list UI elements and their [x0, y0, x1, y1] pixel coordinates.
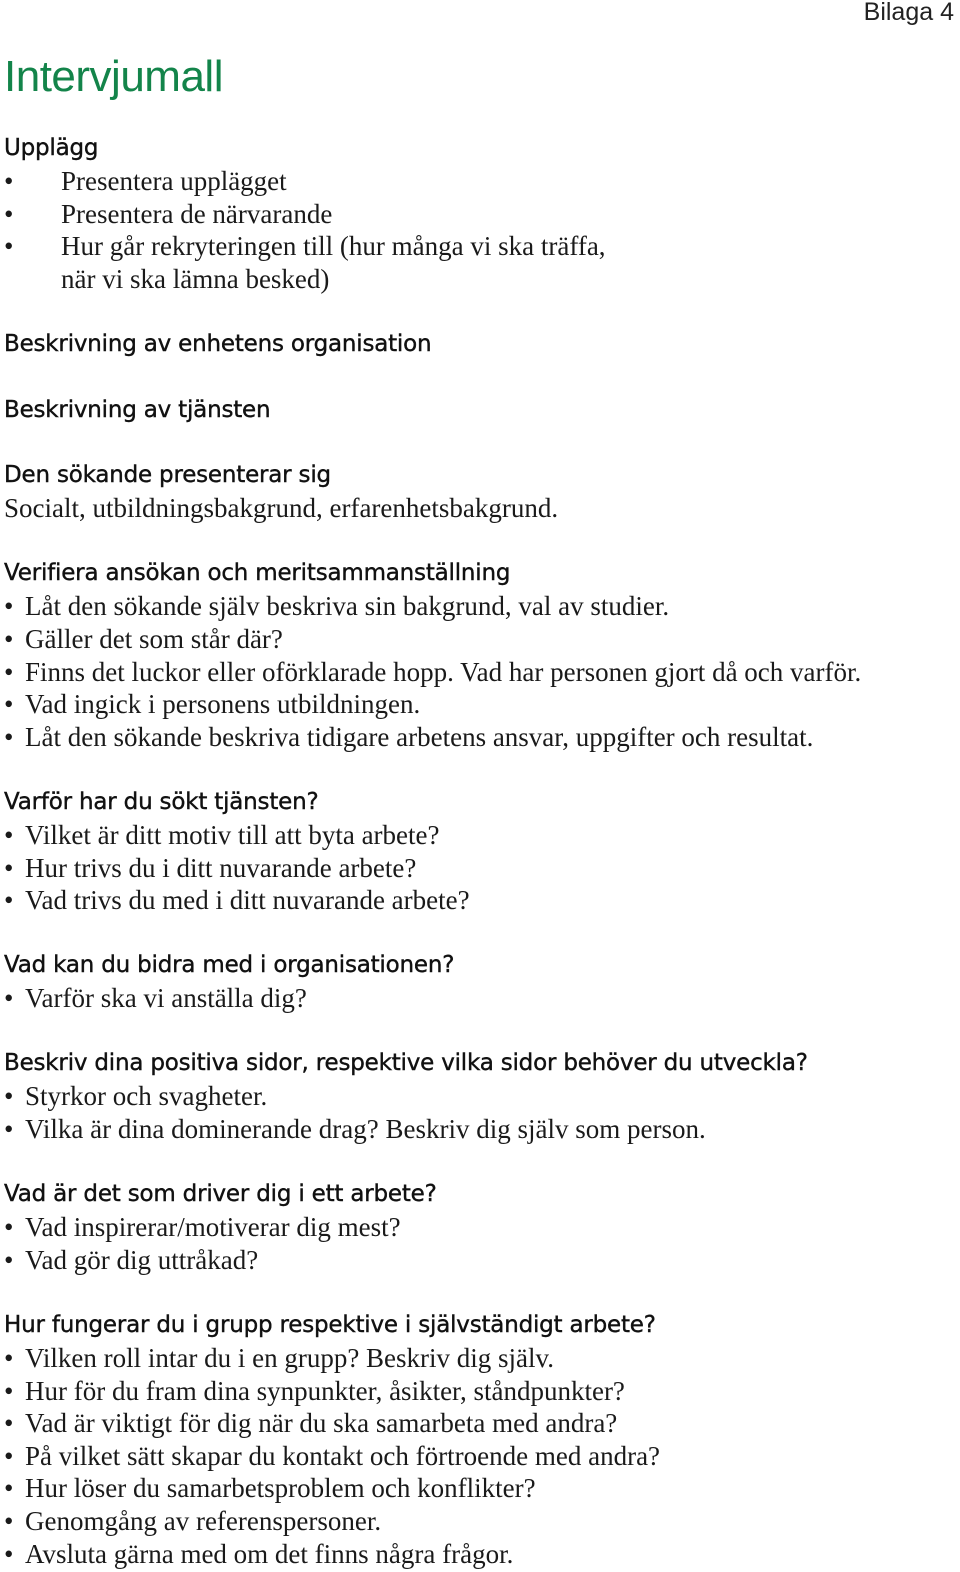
bullet-list — [4, 1211, 960, 1276]
bullet-list — [4, 982, 960, 1015]
bullet-icon: • — [4, 983, 14, 1014]
list-item — [4, 1407, 960, 1440]
bullet-icon: • — [4, 689, 14, 720]
section-text: Socialt, utbildningsbakgrund, erfarenhetsbakgrund. — [4, 493, 559, 524]
section-upplagg — [4, 132, 960, 295]
list-item — [4, 982, 960, 1015]
bullet-icon: • — [4, 852, 14, 883]
list-item — [4, 1505, 960, 1538]
list-item-text: Vilket är ditt motiv till att byta arbete? — [25, 819, 440, 850]
list-item-text: Vad gör dig uttråkad? — [25, 1244, 259, 1275]
section-heading: Beskriv dina positiva sidor, respektive vilka sidor behöver du utveckla? — [4, 1050, 808, 1077]
list-item — [4, 688, 960, 721]
bullet-icon: • — [4, 1408, 14, 1439]
list-item-text: när vi ska lämna besked) — [61, 263, 330, 294]
list-item-text: Låt den sökande beskriva tidigare arbetens ansvar, uppgifter och resultat. — [25, 721, 814, 752]
bullet-icon: • — [4, 1538, 14, 1569]
list-item-text: Hur för du fram dina synpunkter, åsikter, ståndpunkter? — [25, 1375, 625, 1406]
section-grupp — [4, 1309, 960, 1570]
bullet-icon: • — [4, 1506, 14, 1536]
bullet-icon: • — [4, 1081, 14, 1112]
section-driver — [4, 1178, 960, 1276]
bullet-icon: • — [4, 1114, 14, 1145]
list-item-text: Vad ingick i personens utbildningen. — [25, 689, 421, 720]
list-item-text: Vilka är dina dominerande drag? Beskriv dig själv som person. — [25, 1114, 706, 1145]
bullet-icon: • — [4, 623, 14, 654]
bullet-icon: • — [4, 1244, 14, 1275]
list-item — [4, 1244, 960, 1277]
bullet-icon: • — [4, 819, 14, 850]
bullet-list — [4, 819, 960, 917]
bullet-icon: • — [4, 591, 14, 622]
list-item — [4, 165, 960, 198]
bullet-icon: • — [4, 885, 14, 916]
list-item-text: Vad inspirerar/motiverar dig mest? — [25, 1212, 401, 1243]
list-item — [4, 1342, 960, 1375]
list-item — [4, 623, 960, 656]
list-item — [4, 198, 960, 231]
page-title: Intervjumall — [4, 52, 223, 101]
section-varfor-sokt — [4, 786, 960, 917]
list-item-text: Vilken roll intar du i en grupp? Beskriv dig själv. — [25, 1343, 555, 1374]
list-item — [4, 721, 960, 754]
list-item — [4, 1472, 960, 1505]
bullet-icon: • — [4, 198, 14, 229]
section-heading: Den sökande presenterar sig — [4, 462, 331, 489]
list-item-text: Presentera de närvarande — [61, 198, 333, 229]
list-item — [4, 1440, 960, 1473]
bullet-icon: • — [4, 721, 14, 752]
bullet-list — [4, 590, 960, 753]
bullet-list — [4, 1342, 960, 1570]
list-item — [4, 656, 960, 689]
section-heading: Vad kan du bidra med i organisationen? — [4, 952, 455, 979]
list-item — [4, 1113, 960, 1146]
bullet-list — [4, 1080, 960, 1145]
section-verifiera — [4, 557, 960, 753]
list-item — [4, 230, 960, 263]
list-item — [4, 1211, 960, 1244]
list-item — [4, 1538, 960, 1571]
list-item — [4, 1375, 960, 1408]
list-item-text: Låt den sökande själv beskriva sin bakgrund, val av studier. — [25, 591, 670, 622]
list-item-text: Vad trivs du med i ditt nuvarande arbete? — [25, 885, 470, 916]
bullet-icon: • — [4, 1440, 14, 1471]
section-heading: Upplägg — [4, 135, 99, 161]
list-item-text: Finns det luckor eller oförklarade hopp. Vad har personen gjort då och varför. — [25, 656, 862, 687]
bullet-icon: • — [4, 656, 14, 687]
list-item-text: Genomgång av referenspersoner. — [25, 1506, 382, 1536]
section-heading: Verifiera ansökan och meritsammanställning — [4, 560, 511, 587]
list-item-text: Avsluta gärna med om det finns några frågor. — [25, 1538, 514, 1569]
bullet-icon: • — [4, 231, 14, 262]
section-tjansten — [4, 394, 960, 427]
list-item-text: Gäller det som står där? — [25, 623, 283, 654]
list-item-text: Hur trivs du i ditt nuvarande arbete? — [25, 852, 417, 883]
list-item — [4, 852, 960, 885]
list-item — [4, 884, 960, 917]
bullet-icon: • — [4, 1375, 14, 1406]
list-item-text: På vilket sätt skapar du kontakt och förtroende med andra? — [25, 1440, 661, 1471]
list-item-text: Vad är viktigt för dig när du ska samarbeta med andra? — [25, 1408, 618, 1439]
list-item — [4, 819, 960, 852]
section-bidra — [4, 949, 960, 1015]
list-item-text: Styrkor och svagheter. — [25, 1081, 268, 1112]
bullet-icon: • — [4, 166, 14, 196]
bullet-icon: • — [4, 1473, 14, 1504]
list-item-text: Hur går rekryteringen till (hur många vi ska träffa, — [61, 231, 606, 262]
section-presentation — [4, 459, 960, 525]
bullet-icon: • — [4, 1212, 14, 1243]
list-item — [4, 590, 960, 623]
section-organisation — [4, 328, 960, 361]
section-heading: Hur fungerar du i grupp respektive i självständigt arbete? — [4, 1312, 656, 1339]
section-heading: Vad är det som driver dig i ett arbete? — [4, 1181, 437, 1208]
bullet-icon: • — [4, 1343, 14, 1374]
section-heading: Beskrivning av tjänsten — [4, 396, 271, 423]
list-item-text: Hur löser du samarbetsproblem och konflikter? — [25, 1473, 536, 1504]
section-heading: Beskrivning av enhetens organisation — [4, 330, 432, 357]
bullet-list — [4, 165, 960, 295]
list-item-continuation — [4, 263, 960, 296]
list-item — [4, 1080, 960, 1113]
list-item-text: Presentera upplägget — [61, 166, 287, 196]
section-heading: Varför har du sökt tjänsten? — [4, 788, 319, 815]
interview-template-content — [4, 132, 960, 1570]
page-label: Bilaga 4 — [863, 0, 954, 26]
section-sidor — [4, 1047, 960, 1145]
list-item-text: Varför ska vi anställa dig? — [25, 983, 307, 1014]
